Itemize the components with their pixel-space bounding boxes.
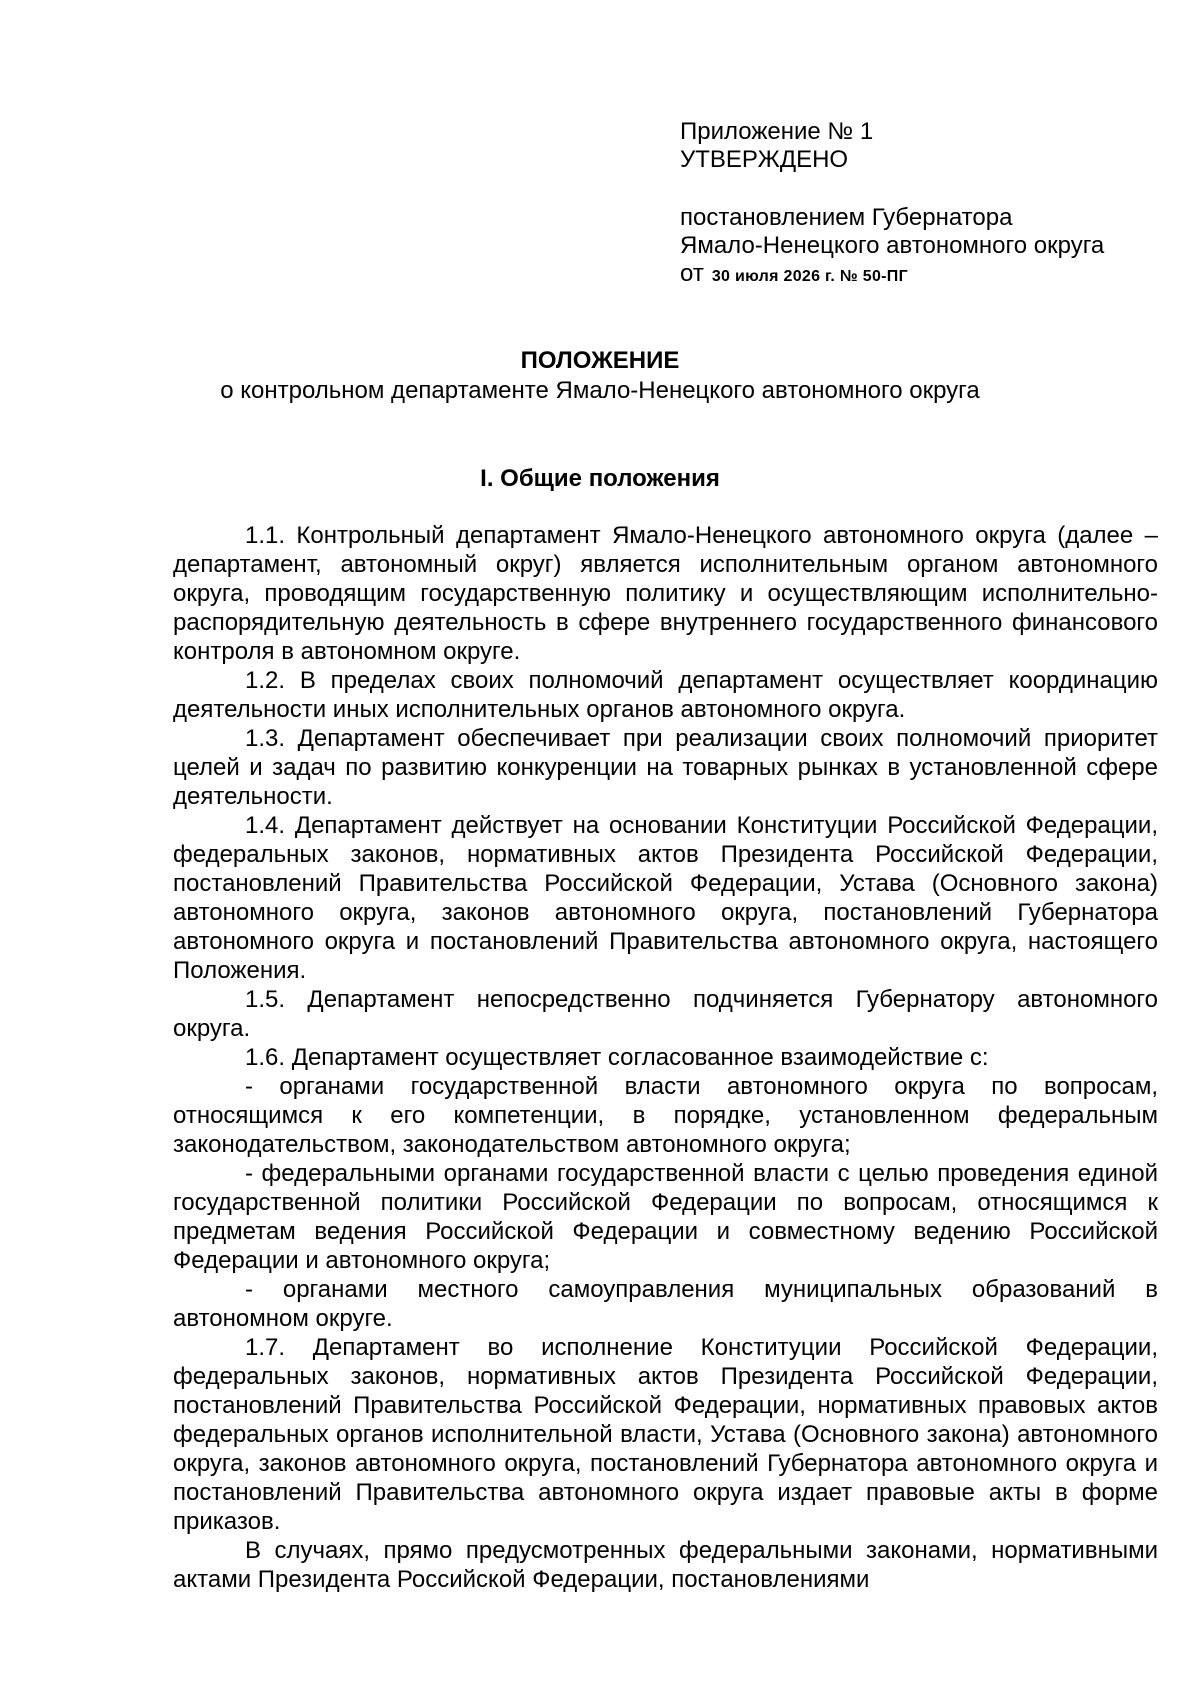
approval-block (680, 118, 1104, 291)
paragraph: 1.3. Департамент обеспечивает при реализации своих полномочий приоритет целей и задач по развитию конкуренции на товарных рынках в установленной сфере деятельности. (173, 725, 1158, 810)
list-item: - органами местного самоуправления муниципальных образований в автономном округе. (173, 1276, 1158, 1332)
decree-date-line (680, 260, 1104, 291)
appendix-label: Приложение № 1 (680, 118, 874, 145)
approved-label: УТВЕРЖДЕНО (680, 146, 849, 173)
decree-date-number: 30 июля 2026 г. № 50-ПГ (711, 268, 908, 285)
date-prefix: от (680, 260, 704, 287)
paragraph: В случаях, прямо предусмотренных федеральными законами, нормативными актами Президента Российской Федерации, постановлениями (173, 1537, 1158, 1593)
section-heading: I. Общие положения (480, 465, 720, 492)
paragraph: 1.5. Департамент непосредственно подчиняется Губернатору автономного округа. (173, 986, 1158, 1042)
region-label: Ямало-Ненецкого автономного округа (680, 232, 1105, 259)
decree-label: постановлением Губернатора (680, 204, 1013, 231)
document-title (0, 346, 1200, 406)
title-main: ПОЛОЖЕНИЕ (520, 347, 680, 374)
title-subtitle: о контрольном департаменте Ямало-Ненецкого автономного округа (220, 377, 980, 404)
paragraph: 1.7. Департамент во исполнение Конституции Российской Федерации, федеральных законов, нормативных актов Президента Российской Федерации, постановлений Правительства Российской Федерации, нормативных правовых актов федеральных органов исполнительной власти, Устава (Основного закона) автономного округа, законов автономного округа, постановлений Губернатора автономного округа и постановлений Правительства автономного округа издает правовые акты в форме приказов. (173, 1334, 1158, 1535)
paragraph: 1.4. Департамент действует на основании Конституции Российской Федерации, федеральных законов, нормативных актов Президента Российской Федерации, постановлений Правительства Российской Федерации, Устава (Основного закона) автономного округа, законов автономного округа, постановлений Губернатора автономного округа и постановлений Правительства автономного округа, настоящего Положения. (173, 812, 1158, 984)
list-item: - органами государственной власти автономного округа по вопросам, относящимся к его компетенции, в порядке, установленном федеральным законодательством, законодательством автономного округа; (173, 1073, 1158, 1158)
list-item: - федеральными органами государственной власти с целью проведения единой государственной политики Российской Федерации по вопросам, относящимся к предметам ведения Российской Федерации и совместному ведению Российской Федерации и автономного округа; (173, 1160, 1158, 1274)
paragraph: 1.2. В пределах своих полномочий департамент осуществляет координацию деятельности иных исполнительных органов автономного округа. (173, 667, 1158, 723)
paragraph: 1.1. Контрольный департамент Ямало-Ненецкого автономного округа (далее – департамент, автономный округ) является исполнительным органом автономного округа, проводящим государственную политику и осуществляющим исполнительно-распорядительную деятельность в сфере внутреннего государственного финансового контроля в автономном округе. (173, 522, 1158, 665)
section-body (173, 521, 1158, 1594)
paragraph: 1.6. Департамент осуществляет согласованное взаимодействие с: (245, 1044, 989, 1071)
spacer (680, 174, 1104, 204)
